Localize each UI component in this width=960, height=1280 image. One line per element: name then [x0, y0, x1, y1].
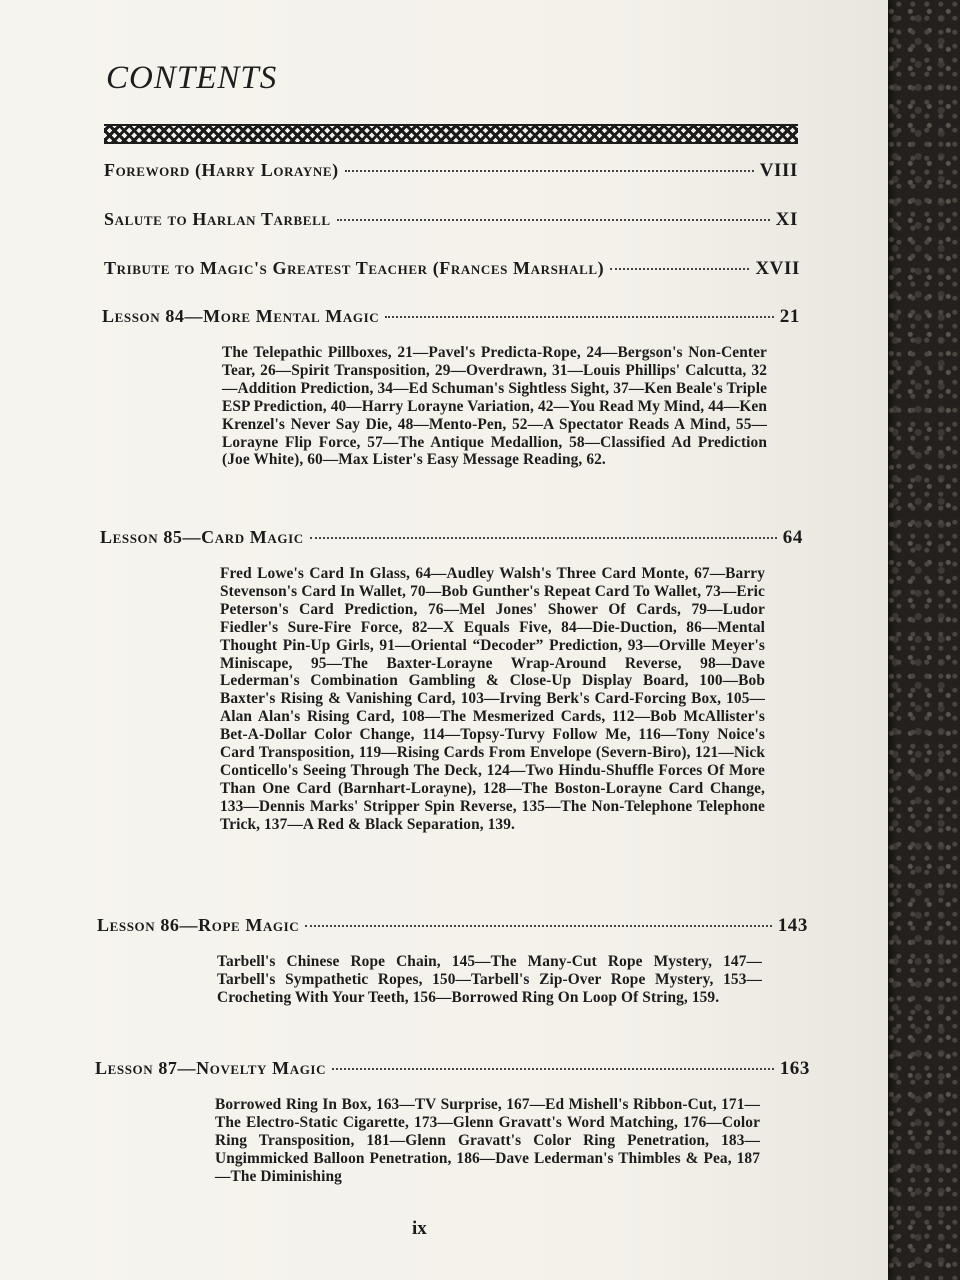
leader-dots — [610, 268, 749, 270]
entry-page: 143 — [777, 915, 808, 936]
entry-page: 21 — [779, 306, 800, 327]
toc-entry-salute[interactable] — [104, 209, 798, 231]
entry-description: Tarbell's Chinese Rope Chain, 145—The Many-Cut Rope Mystery, 147—Tarbell's Sympathetic Ropes, 150—Tarbell's Zip-Over Rope Mystery, 153—Crocheting With Your Teeth, 156—Borrowed Ring On Loop Of String, 159. — [217, 953, 762, 1006]
entry-page: XI — [775, 209, 798, 230]
toc-entry-foreword[interactable] — [104, 160, 798, 182]
page-title: CONTENTS — [106, 60, 278, 96]
entry-label: Lesson 84—More Mental Magic — [102, 306, 380, 326]
leader-dots — [337, 219, 770, 221]
entry-page: XVII — [755, 258, 800, 279]
entry-description: Fred Lowe's Card In Glass, 64—Audley Walsh's Three Card Monte, 67—Barry Stevenson's Card In Wallet, 70—Bob Gunther's Repeat Card To Wallet, 73—Eric Peterson's Card Prediction, 76—Mel Jones' Shower Of Cards, 79—Ludor Fiedler's Sure-Fire Force, 82—X Equals Five, 84—Die-Duction, 86—Mental Thought Pin-Up Girls, 91—Oriental “Decoder” Prediction, 93—Orville Meyer's Miniscape, 95—The Baxter-Lorayne Wrap-Around Reverse, 98—Dave Lederman's Combination Gambling & Close-Up Display Board, 100—Bob Baxter's Rising & Vanishing Card, 103—Irving Berk's Card-Forcing Box, 105—Alan Alan's Rising Card, 108—The Mesmerized Cards, 112—Bob McAllister's Bet-A-Dollar Color Change, 114—Topsy-Turvy Follow Me, 116—Tony Noice's Card Transposition, 119—Rising Cards From Envelope (Severn-Biro), 121—Nick Conticello's Seeing Through The Deck, 124—Two Hindu-Shuffle Forces Of More Than One Card (Barnhart-Lorayne), 128—The Boston-Lorayne Card Change, 133—Dennis Marks' Stripper Spin Reverse, 135—The Non-Telephone Telephone Trick, 137—A Red & Black Separation, 139. — [220, 565, 765, 833]
entry-label: Salute to Harlan Tarbell — [104, 209, 331, 229]
entry-label: Tribute to Magic's Greatest Teacher (Frances Marshall) — [104, 258, 605, 278]
page-folio: ix — [412, 1218, 427, 1239]
leader-dots — [305, 925, 771, 927]
entry-page: 64 — [782, 527, 803, 548]
toc-entry-tribute[interactable] — [104, 258, 800, 280]
toc-entry-lesson-85[interactable] — [100, 527, 803, 834]
leader-dots — [332, 1068, 774, 1070]
entry-label: Lesson 85—Card Magic — [100, 527, 304, 547]
entry-label: Lesson 86—Rope Magic — [97, 915, 300, 935]
leader-dots — [310, 537, 777, 539]
entry-page: 163 — [779, 1058, 810, 1079]
toc-entry-lesson-87[interactable] — [95, 1058, 810, 1186]
entry-description: Borrowed Ring In Box, 163—TV Surprise, 167—Ed Mishell's Ribbon-Cut, 171—The Electro-Static Cigarette, 173—Glenn Gravatt's Word Matching, 176—Color Ring Transposition, 181—Glenn Gravatt's Color Ring Penetration, 183—Ungimmicked Balloon Penetration, 186—Dave Lederman's Thimbles & Pea, 187—The Diminishing — [215, 1096, 760, 1185]
entry-label: Lesson 87—Novelty Magic — [95, 1058, 327, 1078]
entry-label: Foreword (Harry Lorayne) — [104, 160, 339, 180]
decorative-border — [104, 124, 798, 144]
entry-page: VIII — [759, 160, 798, 181]
leader-dots — [345, 170, 754, 172]
toc-entry-lesson-84[interactable] — [102, 306, 800, 469]
toc-entry-lesson-86[interactable] — [97, 915, 808, 1007]
leader-dots — [385, 316, 774, 318]
entry-description: The Telepathic Pillboxes, 21—Pavel's Predicta-Rope, 24—Bergson's Non-Center Tear, 26—Spirit Transposition, 29—Overdrawn, 31—Louis Phillips' Calcutta, 32—Addition Prediction, 34—Ed Schuman's Sightless Sight, 37—Ken Beale's Triple ESP Prediction, 40—Harry Lorayne Variation, 42—You Read My Mind, 44—Ken Krenzel's Never Say Die, 48—Mento-Pen, 52—A Spectator Reads A Mind, 55—Lorayne Flip Force, 57—The Antique Medallion, 58—Classified Ad Prediction (Joe White), 60—Max Lister's Easy Message Reading, 62. — [222, 344, 767, 469]
